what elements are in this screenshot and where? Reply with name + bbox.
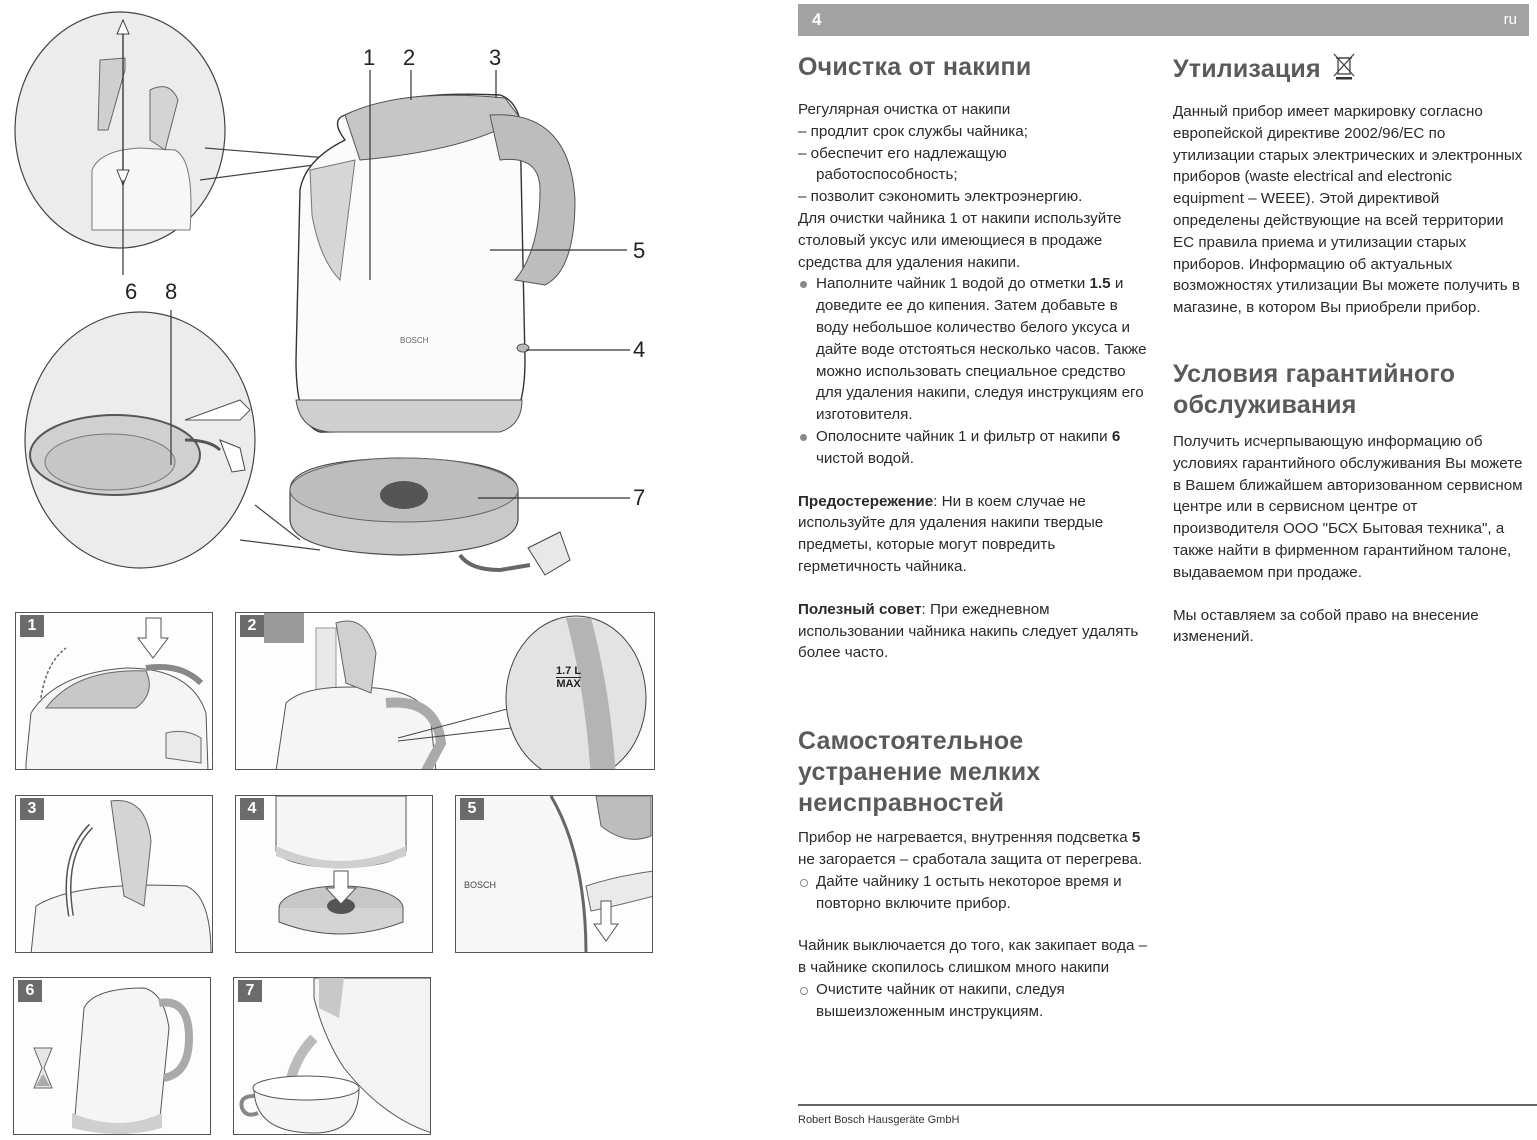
warranty-section: [1173, 359, 1523, 648]
troubleshooting-section: [798, 726, 1148, 1022]
warranty-text: Получить исчерпывающую информацию об условиях гарантийного обслуживания Вы можете в Вашем ближайшем авторизованном сервисном центре или в сервисном центре от производителя ООО "БСХ Бытовая техника", а также найти в фирменном гарантийном талоне, выдаваемом при продаже.: [1173, 432, 1523, 581]
descaling-benefits-list: [798, 121, 1148, 208]
open-lid-illustration: [16, 613, 213, 770]
step-panel-6: [13, 977, 211, 1135]
troubleshooting-heading: Самостоятельное устранение мелких неисправностей: [798, 727, 1041, 818]
warranty-heading: Условия гарантийного обслуживания: [1173, 359, 1456, 419]
page-header-bar: [798, 4, 1529, 36]
max-fill-mark: 1.7 L MAX: [556, 665, 582, 690]
benefit-item: – продлит срок службы чайника;: [798, 122, 1028, 140]
warranty-note: Мы оставляем за собой право на внесение изменений.: [1173, 606, 1479, 646]
close-lid-illustration: [16, 796, 213, 953]
solution-2: Очистите чайник от накипи, следуя вышеизложенным инструкциям.: [798, 979, 1148, 1023]
step-badge-3: 3: [20, 798, 44, 820]
callout-8: 8: [165, 279, 178, 304]
step-panel-7: [233, 977, 431, 1135]
brand-label: BOSCH: [400, 336, 429, 345]
callout-5: 5: [633, 238, 646, 263]
svg-text:BOSCH: BOSCH: [464, 880, 497, 890]
descaling-step-1: Наполните чайник 1 водой до отметки 1.5 и доведите ее до кипения. Затем добавьте в воду небольшое количество белого уксуса и дайте воде отстояться несколько часов. Также можно использовать специальное средство для удаления накипи, следуя инструкциям его изготовителя.: [798, 273, 1148, 426]
step-badge-5: 5: [460, 798, 484, 820]
kettle-diagram: [0, 0, 770, 600]
step-badge-2: 2: [240, 615, 264, 637]
footer-divider: [798, 1104, 1537, 1106]
disposal-section: [1173, 52, 1523, 319]
left-text-column: [798, 52, 1148, 1023]
text-page: [790, 0, 1537, 1140]
problem-1: Прибор не нагревается, внутренняя подсветка 5 не загорается – сработала защита от перегрева.: [798, 829, 1143, 868]
callout-7: 7: [633, 485, 646, 510]
warning-note: Предостережение: Ни в коем случае не используйте для удаления накипи твердые предметы, которые могут повредить герметичность чайника.: [798, 492, 1104, 575]
right-text-column: [1173, 52, 1523, 648]
step-badge-1: 1: [20, 615, 44, 637]
descaling-heading: Очистка от накипи: [798, 53, 1032, 81]
crossed-bin-icon: [1332, 52, 1356, 80]
callout-1: 1: [363, 45, 376, 70]
step-panel-4: [235, 795, 433, 953]
language-code: ru: [1503, 11, 1517, 28]
switch-on-illustration: [456, 796, 653, 953]
descaling-usage: Для очистки чайника 1 от накипи используйте столовый уксус или имеющиеся в продаже средства для удаления накипи.: [798, 209, 1122, 271]
wait-boil-illustration: [14, 978, 211, 1135]
step-badge-4: 4: [240, 798, 264, 820]
disposal-heading: Утилизация: [1173, 52, 1523, 85]
descaling-steps-list: [798, 273, 1148, 469]
fill-water-illustration: [236, 613, 655, 770]
footer-company: Robert Bosch Hausgeräte GmbH: [798, 1114, 960, 1126]
callout-3: 3: [489, 45, 502, 70]
step-badge-6: 6: [18, 980, 42, 1002]
step-panel-1: [15, 612, 213, 770]
callout-6: 6: [125, 279, 138, 304]
disposal-text: Данный прибор имеет маркировку согласно европейской директиве 2002/96/EC по утилизации старых электрических и электронных приборов (waste electrical and electronic equipment – WEEE). Этой директивой определены действующие на всей территории ЕС правила приема и утилизации старых приборов. Информацию об актуальных возможностях утилизации Вы можете получить в магазине, в котором Вы приобрели прибор.: [1173, 103, 1523, 317]
problem-2: Чайник выключается до того, как закипает вода – в чайнике скопилось слишком много накипи: [798, 937, 1148, 977]
page-number: 4: [812, 10, 822, 29]
callout-2: 2: [403, 45, 416, 70]
place-on-base-illustration: [236, 796, 433, 953]
step-badge-7: 7: [238, 980, 262, 1002]
callout-4: 4: [633, 337, 646, 362]
pour-illustration: [234, 978, 431, 1135]
descaling-section: [798, 52, 1148, 664]
benefit-item: – обеспечит его надлежащую работоспособность;: [798, 144, 1007, 184]
benefit-item: – позволит сэкономить электроэнергию.: [798, 188, 1083, 206]
descaling-step-2: Ополосните чайник 1 и фильтр от накипи 6 чистой водой.: [798, 426, 1148, 470]
solution-1: Дайте чайнику 1 остыть некоторое время и повторно включите прибор.: [798, 871, 1148, 915]
tip-note: Полезный совет: При ежедневном использовании чайника накипь следует удалять более часто.: [798, 600, 1139, 662]
step-panel-3: [15, 795, 213, 953]
step-panel-2: [235, 612, 655, 770]
step-panel-5: [455, 795, 653, 953]
descaling-intro: Регулярная очистка от накипи: [798, 101, 1011, 118]
